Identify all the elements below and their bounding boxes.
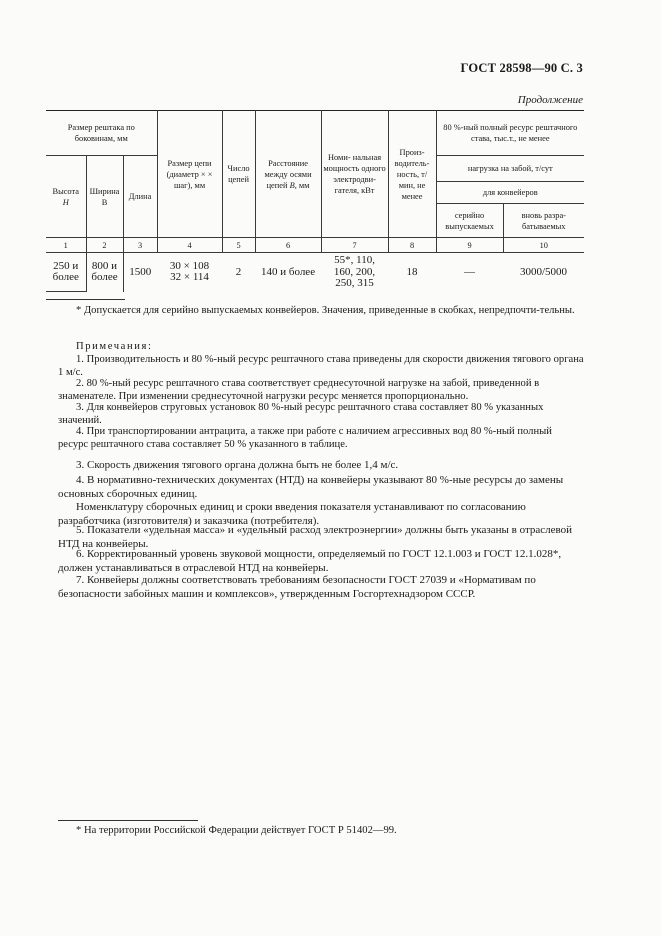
header-chain-distance: Расстояние между осями цепей B, мм: [255, 111, 321, 238]
cell-length: 1500: [123, 253, 157, 292]
col-number: 5: [222, 238, 255, 253]
header-size-lateral: Размер рештака по боковинам, мм: [46, 111, 157, 156]
note-item: 1. Производительность и 80 %-ный ресурс рештачного става приведены для скорости движения тягового органа 1 м/с.: [58, 354, 584, 378]
header-height: Высота H: [46, 156, 86, 238]
header-serial: серийно выпускаемых: [436, 204, 503, 238]
cell-productivity: 18: [388, 253, 436, 292]
page-footnote: * На территории Российской Федерации действует ГОСТ Р 51402—99.: [76, 825, 397, 836]
header-width: Ширина В: [86, 156, 123, 238]
note-item: 4. При транспортировании антрацита, а также при работе с наличием агрессивных вод 80 %-ный полный ресурс рештачного става составляет 50 % указанного в таблице.: [58, 426, 552, 450]
paragraph-3: 3. Скорость движения тягового органа должна быть не более 1,4 м/с.: [76, 459, 399, 471]
col-number: 3: [123, 238, 157, 253]
table-footnote: * Допускается для серийно выпускаемых конвейеров. Значения, приведенные в скобках, непредпочти-тельны.: [76, 305, 575, 316]
spec-table: [46, 110, 584, 292]
paragraph-4: 4. В нормативно-технических документах (НТД) на конвейеры указывают 80 %-ные ресурсы до замены основных сборочных единиц.: [58, 474, 564, 500]
header-load: нагрузка на забой, т/сут: [436, 156, 584, 182]
continuation-label: Продолжение: [517, 94, 583, 106]
header-for-conveyors: для конвейеров: [436, 182, 584, 204]
header-productivity: Произ- водитель- ность, т/мин, не менее: [388, 111, 436, 238]
header-new: вновь разра- батываемых: [503, 204, 584, 238]
footnote-rule: [58, 820, 198, 821]
cell-new: 3000/5000: [503, 253, 584, 292]
cell-width: 800 и более: [86, 253, 123, 292]
cell-serial: —: [436, 253, 503, 292]
note-item: 2. 80 %-ный ресурс рештачного става соответствует среднесуточной нагрузке на забой, приведенной в знаменателе. При изменении среднесуточной нагрузки ресурс меняется пропорционально.: [58, 378, 540, 402]
col-number: 7: [321, 238, 388, 253]
note-item: 3. Для конвейеров струговых установок 80 %-ный ресурс рештачного става составляет 80 % указанных значений.: [58, 402, 544, 426]
col-number: 2: [86, 238, 123, 253]
document-code: ГОСТ 28598—90 С. 3: [460, 61, 583, 75]
paragraph-5: 5. Показатели «удельная масса» и «удельный расход электроэнергии» должны быть указаны в отраслевой НТД на конвейеры.: [58, 524, 573, 550]
col-number: 9: [436, 238, 503, 253]
cell-chain-size: 30 × 108 32 × 114: [157, 253, 222, 292]
header-length: Длина: [123, 156, 157, 238]
cell-chain-count: 2: [222, 253, 255, 292]
col-number: 4: [157, 238, 222, 253]
col-number: 8: [388, 238, 436, 253]
table-bottom-rule: [46, 299, 125, 300]
col-number: 10: [503, 238, 584, 253]
paragraph-4-nomenclature: Номенклатуру сборочных единиц и сроки введения показателя устанавливают по согласованию разработчика (изготовителя) и заказчика (потребителя).: [58, 501, 526, 527]
header-resource: 80 %-ный полный ресурс рештачного става, тыс.т., не менее: [436, 111, 584, 156]
paragraph-7: 7. Конвейеры должны соответствовать требованиям безопасности ГОСТ 27039 и «Нормативам по безопасности забойных машин и комплексов», утвержденным Госгортехнадзором СССР.: [58, 574, 536, 600]
col-number: 6: [255, 238, 321, 253]
header-chain-size: Размер цепи (диаметр × × шаг), мм: [157, 111, 222, 238]
col-number: 1: [46, 238, 86, 253]
header-chain-count: Число цепей: [222, 111, 255, 238]
notes-title: Примечания:: [76, 341, 153, 352]
cell-height: 250 и более: [46, 253, 86, 292]
header-motor-power: Номи- нальная мощность одного электродви- гателя, кВт: [321, 111, 388, 238]
paragraph-6: 6. Корректированный уровень звуковой мощности, определяемый по ГОСТ 12.1.003 и ГОСТ 12.1.028*, должен устанавливаться в отраслевой НТД на конвейеры.: [58, 548, 562, 574]
cell-motor-power: 55*, 110, 160, 200, 250, 315: [321, 253, 388, 292]
table-row: [46, 253, 584, 292]
cell-chain-distance: 140 и более: [255, 253, 321, 292]
